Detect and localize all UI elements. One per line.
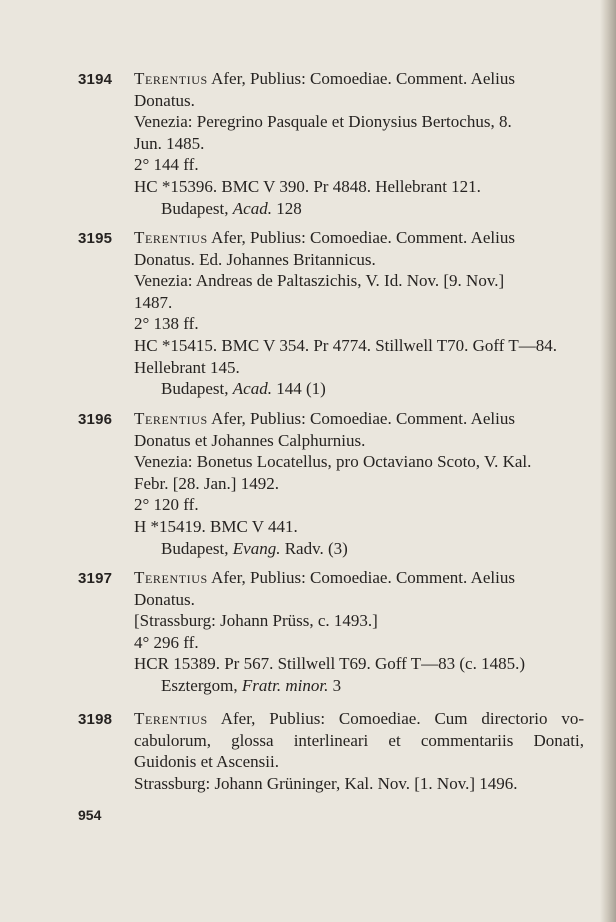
entry-author: Terentius xyxy=(134,409,208,428)
entry-format: 2° 120 ff. xyxy=(134,495,199,515)
entry-title: Terentius Afer, Publius: Comoediae. Comment. Aelius xyxy=(134,69,515,88)
entry-title-cont: cabulorum, glossa interlineari et commentariis Donati, xyxy=(134,730,584,750)
entry-title-cont: Donatus et Johannes Calphurnius. xyxy=(134,430,366,450)
entry-author: Terentius xyxy=(134,568,208,587)
entry-references: HC *15415. BMC V 354. Pr 4774. Stillwell T70. Goff T—84. xyxy=(134,335,557,355)
entry-title-cont: Donatus. Ed. Johannes Britannicus. xyxy=(134,249,376,269)
entry-imprint-cont: Febr. [28. Jan.] 1492. xyxy=(134,473,279,493)
entry-location: Esztergom, Fratr. minor. 3 xyxy=(161,675,342,695)
entry-title: Terentius Afer, Publius: Comoediae. Comment. Aelius xyxy=(134,409,515,428)
entry-location: Budapest, Acad. 144 (1) xyxy=(161,379,326,399)
entry-format: 4° 296 ff. xyxy=(134,632,199,652)
entry-body xyxy=(134,708,584,794)
entry-body xyxy=(134,227,584,400)
page-edge-shadow xyxy=(600,0,616,922)
entry-number: 3196 xyxy=(78,411,113,428)
entry-author: Terentius xyxy=(134,709,208,728)
entry-format: 2° 144 ff. xyxy=(134,155,199,175)
entry-imprint: Venezia: Andreas de Paltaszichis, V. Id. Nov. [9. Nov.] xyxy=(134,271,505,291)
entry-imprint: Strassburg: Johann Grüninger, Kal. Nov. [1. Nov.] 1496. xyxy=(134,773,518,793)
entry-references: HCR 15389. Pr 567. Stillwell T69. Goff T—83 (c. 1485.) xyxy=(134,654,525,674)
entry-imprint: Venezia: Peregrino Pasquale et Dionysius Bertochus, 8. xyxy=(134,112,512,132)
entry-title-cont: Guidonis et Ascensii. xyxy=(134,752,279,772)
entry-body xyxy=(134,68,584,219)
entry-number: 3197 xyxy=(78,570,113,587)
entry-body xyxy=(134,567,584,697)
entry-title: Terentius Afer, Publius: Comoediae. Cum directorio vo- xyxy=(134,709,584,728)
entry-title: Terentius Afer, Publius: Comoediae. Comment. Aelius xyxy=(134,228,515,247)
page-number: 954 xyxy=(78,807,102,823)
entry-number: 3195 xyxy=(78,230,113,247)
entry-number: 3198 xyxy=(78,711,113,728)
entry-location: Budapest, Acad. 128 xyxy=(161,198,302,218)
entry-format: 2° 138 ff. xyxy=(134,314,199,334)
entry-references: H *15419. BMC V 441. xyxy=(134,516,298,536)
entry-title: Terentius Afer, Publius: Comoediae. Comment. Aelius xyxy=(134,568,515,587)
entry-author: Terentius xyxy=(134,228,208,247)
entry-imprint-cont: Jun. 1485. xyxy=(134,133,205,153)
entry-references: HC *15396. BMC V 390. Pr 4848. Hellebrant 121. xyxy=(134,176,481,196)
entry-title-cont: Donatus. xyxy=(134,90,195,110)
entry-imprint-cont: 1487. xyxy=(134,292,173,312)
entry-title-cont: Donatus. xyxy=(134,589,195,609)
entry-references-cont: Hellebrant 145. xyxy=(134,357,240,377)
entry-number: 3194 xyxy=(78,71,113,88)
entry-imprint: Venezia: Bonetus Locatellus, pro Octaviano Scoto, V. Kal. xyxy=(134,452,532,472)
entry-body xyxy=(134,408,584,559)
entry-location: Budapest, Evang. Radv. (3) xyxy=(161,538,348,558)
entry-author: Terentius xyxy=(134,69,208,88)
entry-imprint: [Strassburg: Johann Prüss, c. 1493.] xyxy=(134,611,378,631)
